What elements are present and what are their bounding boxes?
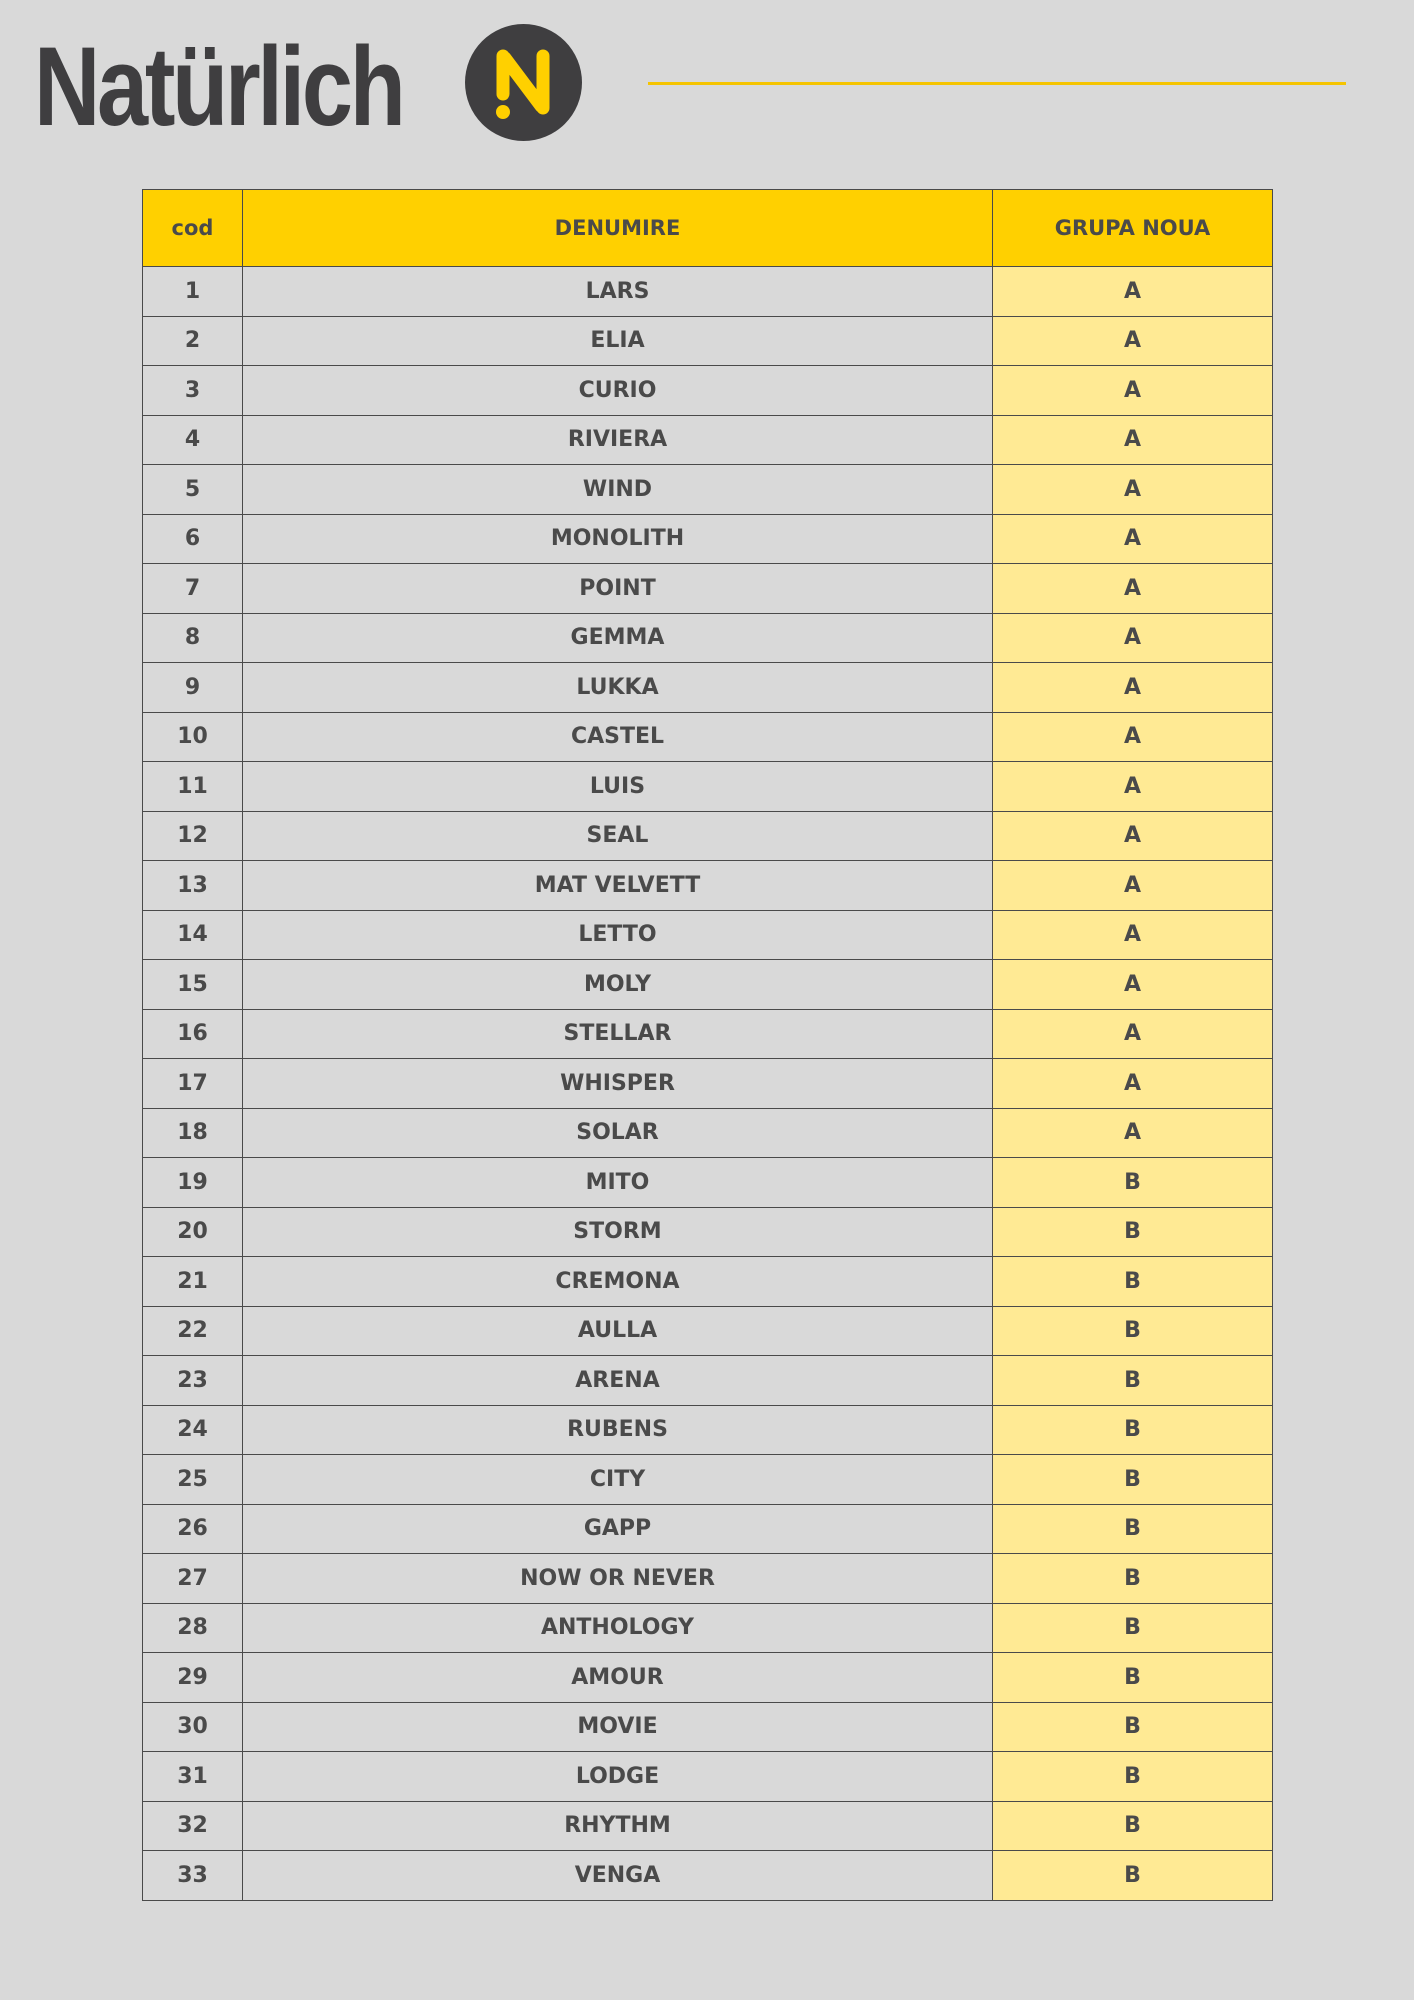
cell-cod: 4: [143, 415, 243, 465]
cell-cod: 7: [143, 564, 243, 614]
table-row: [143, 613, 1273, 663]
codes-table: [142, 189, 1273, 1901]
cell-grupa: B: [993, 1207, 1273, 1257]
cell-grupa: B: [993, 1356, 1273, 1406]
cell-grupa: A: [993, 910, 1273, 960]
cell-cod: 19: [143, 1158, 243, 1208]
table-row: [143, 1653, 1273, 1703]
table-row: [143, 316, 1273, 366]
cell-denumire: MONOLITH: [243, 514, 993, 564]
cell-grupa: A: [993, 811, 1273, 861]
cell-grupa: A: [993, 861, 1273, 911]
cell-grupa: B: [993, 1405, 1273, 1455]
cell-grupa: A: [993, 1108, 1273, 1158]
table-row: [143, 1059, 1273, 1109]
cell-denumire: LODGE: [243, 1752, 993, 1802]
cell-cod: 27: [143, 1554, 243, 1604]
cell-denumire: SEAL: [243, 811, 993, 861]
cell-denumire: MOVIE: [243, 1702, 993, 1752]
table-body: [143, 267, 1273, 1901]
cell-grupa: B: [993, 1603, 1273, 1653]
cell-denumire: MAT VELVETT: [243, 861, 993, 911]
cell-grupa: B: [993, 1306, 1273, 1356]
cell-denumire: GAPP: [243, 1504, 993, 1554]
cell-grupa: B: [993, 1801, 1273, 1851]
cell-denumire: CASTEL: [243, 712, 993, 762]
table-row: [143, 910, 1273, 960]
header-divider: [648, 82, 1346, 85]
table-row: [143, 564, 1273, 614]
table-header-row: [143, 190, 1273, 267]
cell-denumire: MOLY: [243, 960, 993, 1010]
table-row: [143, 1702, 1273, 1752]
column-header-denumire: DENUMIRE: [243, 190, 993, 267]
table-row: [143, 1257, 1273, 1307]
cell-cod: 31: [143, 1752, 243, 1802]
brand-name: Natürlich: [34, 24, 403, 149]
cell-cod: 28: [143, 1603, 243, 1653]
table-row: [143, 712, 1273, 762]
cell-denumire: ANTHOLOGY: [243, 1603, 993, 1653]
cell-denumire: LETTO: [243, 910, 993, 960]
brand-logo-icon: [465, 24, 582, 141]
table-row: [143, 1207, 1273, 1257]
cell-grupa: A: [993, 415, 1273, 465]
cell-cod: 33: [143, 1851, 243, 1901]
cell-grupa: B: [993, 1504, 1273, 1554]
cell-grupa: A: [993, 762, 1273, 812]
table-row: [143, 267, 1273, 317]
cell-grupa: A: [993, 465, 1273, 515]
cell-denumire: LUKKA: [243, 663, 993, 713]
cell-cod: 20: [143, 1207, 243, 1257]
table-row: [143, 1405, 1273, 1455]
cell-denumire: RHYTHM: [243, 1801, 993, 1851]
cell-cod: 30: [143, 1702, 243, 1752]
cell-cod: 11: [143, 762, 243, 812]
cell-grupa: A: [993, 960, 1273, 1010]
table-row: [143, 415, 1273, 465]
cell-cod: 16: [143, 1009, 243, 1059]
cell-cod: 9: [143, 663, 243, 713]
table-row: [143, 1009, 1273, 1059]
table-row: [143, 1851, 1273, 1901]
table-row: [143, 861, 1273, 911]
table-row: [143, 1801, 1273, 1851]
cell-cod: 3: [143, 366, 243, 416]
page-header: [0, 0, 1414, 170]
cell-grupa: A: [993, 712, 1273, 762]
table-row: [143, 514, 1273, 564]
cell-denumire: CREMONA: [243, 1257, 993, 1307]
cell-grupa: A: [993, 1009, 1273, 1059]
cell-denumire: RIVIERA: [243, 415, 993, 465]
table-row: [143, 1306, 1273, 1356]
cell-cod: 24: [143, 1405, 243, 1455]
column-header-grupa-noua: GRUPA NOUA: [993, 190, 1273, 267]
cell-grupa: A: [993, 663, 1273, 713]
cell-denumire: LUIS: [243, 762, 993, 812]
cell-grupa: B: [993, 1702, 1273, 1752]
cell-grupa: B: [993, 1653, 1273, 1703]
table-row: [143, 1158, 1273, 1208]
table-row: [143, 1554, 1273, 1604]
table-row: [143, 1108, 1273, 1158]
cell-denumire: LARS: [243, 267, 993, 317]
cell-cod: 14: [143, 910, 243, 960]
cell-denumire: MITO: [243, 1158, 993, 1208]
cell-cod: 5: [143, 465, 243, 515]
cell-denumire: STELLAR: [243, 1009, 993, 1059]
cell-cod: 1: [143, 267, 243, 317]
cell-grupa: B: [993, 1158, 1273, 1208]
table-row: [143, 1504, 1273, 1554]
cell-grupa: B: [993, 1257, 1273, 1307]
cell-denumire: STORM: [243, 1207, 993, 1257]
cell-grupa: A: [993, 613, 1273, 663]
cell-cod: 22: [143, 1306, 243, 1356]
cell-grupa: B: [993, 1554, 1273, 1604]
cell-cod: 2: [143, 316, 243, 366]
table-row: [143, 762, 1273, 812]
cell-denumire: WIND: [243, 465, 993, 515]
cell-grupa: A: [993, 1059, 1273, 1109]
cell-cod: 29: [143, 1653, 243, 1703]
cell-cod: 18: [143, 1108, 243, 1158]
table-row: [143, 465, 1273, 515]
table-row: [143, 960, 1273, 1010]
cell-grupa: A: [993, 514, 1273, 564]
table-row: [143, 811, 1273, 861]
cell-cod: 12: [143, 811, 243, 861]
table-row: [143, 1356, 1273, 1406]
cell-denumire: AULLA: [243, 1306, 993, 1356]
table-row: [143, 366, 1273, 416]
cell-denumire: WHISPER: [243, 1059, 993, 1109]
cell-denumire: CITY: [243, 1455, 993, 1505]
cell-cod: 25: [143, 1455, 243, 1505]
cell-denumire: RUBENS: [243, 1405, 993, 1455]
cell-denumire: CURIO: [243, 366, 993, 416]
cell-denumire: GEMMA: [243, 613, 993, 663]
table-row: [143, 1455, 1273, 1505]
column-header-cod: cod: [143, 190, 243, 267]
cell-denumire: AMOUR: [243, 1653, 993, 1703]
cell-denumire: ELIA: [243, 316, 993, 366]
cell-cod: 26: [143, 1504, 243, 1554]
cell-cod: 17: [143, 1059, 243, 1109]
cell-cod: 15: [143, 960, 243, 1010]
cell-grupa: A: [993, 564, 1273, 614]
cell-cod: 32: [143, 1801, 243, 1851]
cell-grupa: B: [993, 1455, 1273, 1505]
cell-denumire: SOLAR: [243, 1108, 993, 1158]
cell-denumire: ARENA: [243, 1356, 993, 1406]
cell-cod: 21: [143, 1257, 243, 1307]
cell-grupa: B: [993, 1752, 1273, 1802]
cell-grupa: A: [993, 267, 1273, 317]
cell-denumire: POINT: [243, 564, 993, 614]
table-row: [143, 1752, 1273, 1802]
cell-cod: 23: [143, 1356, 243, 1406]
cell-grupa: B: [993, 1851, 1273, 1901]
cell-cod: 8: [143, 613, 243, 663]
cell-grupa: A: [993, 316, 1273, 366]
cell-cod: 13: [143, 861, 243, 911]
cell-cod: 6: [143, 514, 243, 564]
cell-denumire: VENGA: [243, 1851, 993, 1901]
cell-denumire: NOW OR NEVER: [243, 1554, 993, 1604]
table-row: [143, 663, 1273, 713]
table-row: [143, 1603, 1273, 1653]
cell-cod: 10: [143, 712, 243, 762]
cell-grupa: A: [993, 366, 1273, 416]
